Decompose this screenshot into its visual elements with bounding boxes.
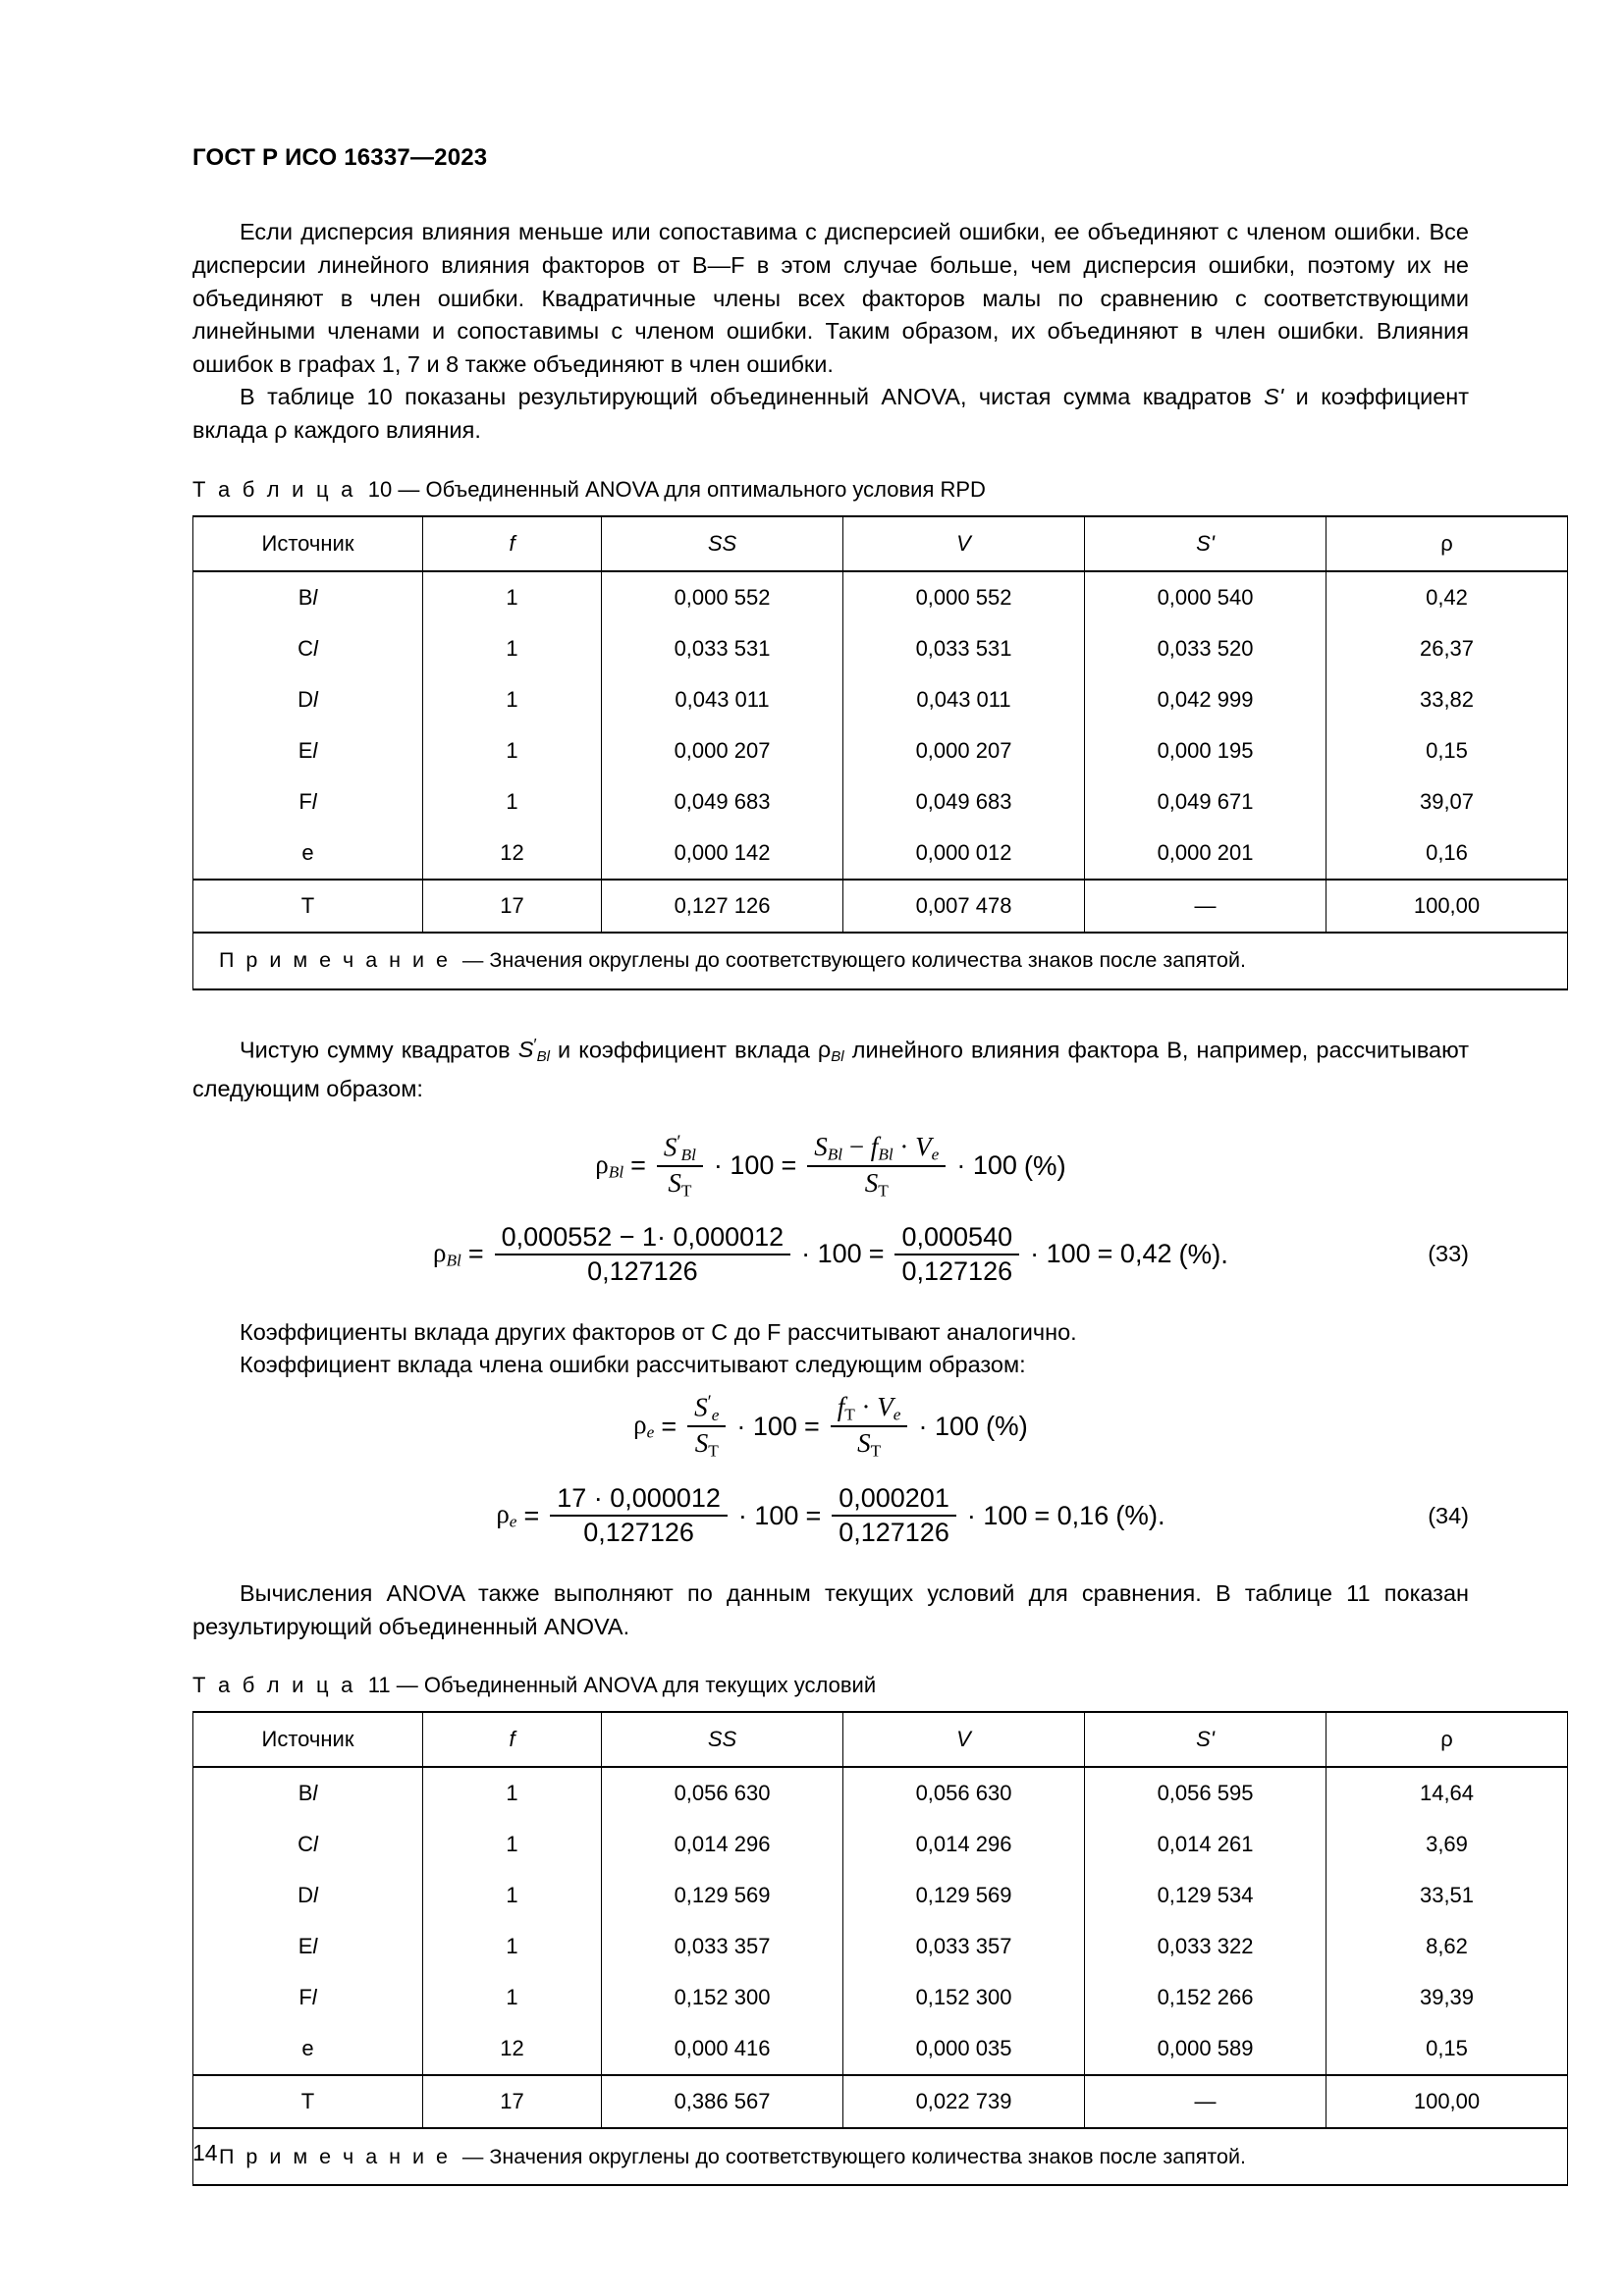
cell-s-prime: 0,033 520 bbox=[1085, 623, 1326, 674]
cell-v: 0,000 552 bbox=[843, 571, 1085, 623]
formula-33-fraction-1: $\frac{0,000552 - 1\cdot 0,000012}{0,127126}$ bbox=[495, 1221, 791, 1288]
table-10-header-row bbox=[193, 516, 1568, 571]
cell-f: 1 bbox=[423, 623, 602, 674]
cell-rho: 26,37 bbox=[1326, 623, 1568, 674]
cell-f: 12 bbox=[423, 2023, 602, 2075]
cell-source: Fl bbox=[193, 776, 423, 828]
cell-v: 0,007 478 bbox=[843, 880, 1085, 933]
paragraph-4: Коэффициенты вклада других факторов от C до F рассчитывают аналогично. bbox=[240, 1318, 1077, 1345]
formula-32-eq2: = bbox=[781, 1150, 797, 1181]
formula-33-eq1: = bbox=[467, 1239, 484, 1269]
formula-32-rho: ρ bbox=[595, 1149, 609, 1180]
cell-s-prime: 0,033 322 bbox=[1085, 1921, 1326, 1972]
table-11-note-row bbox=[193, 2128, 1568, 2185]
cell-v: 0,000 035 bbox=[843, 2023, 1085, 2075]
cell-v: 0,152 300 bbox=[843, 1972, 1085, 2023]
paragraph-3-text-b: и коэффициент вклада bbox=[549, 1036, 818, 1062]
table-10-col-f: f bbox=[423, 516, 602, 571]
table-10-note-row bbox=[193, 933, 1568, 989]
table-10-note bbox=[193, 933, 1568, 989]
table-11 bbox=[192, 1711, 1568, 2186]
formula-32-unit: (%) bbox=[1023, 1149, 1066, 1181]
cell-f: 1 bbox=[423, 571, 602, 623]
formula-rho-bl-definition bbox=[192, 1123, 1469, 1209]
table-10-caption bbox=[192, 477, 1469, 503]
cell-s-prime: 0,014 261 bbox=[1085, 1819, 1326, 1870]
cell-f: 1 bbox=[423, 1819, 602, 1870]
cell-v: 0,033 531 bbox=[843, 623, 1085, 674]
table-10-caption-text: Объединенный ANOVA для оптимального условия RPD bbox=[425, 476, 986, 502]
cell-ss: 0,033 531 bbox=[602, 623, 843, 674]
formula-34a-fraction-2: $\frac{f_T \cdot V_e}{S_T}$ bbox=[831, 1391, 908, 1462]
formula-34a-mul2: · 100 bbox=[918, 1411, 980, 1441]
table-11-caption-text: Объединенный ANOVA для текущих условий bbox=[423, 1673, 877, 1698]
table-10 bbox=[192, 515, 1568, 990]
paragraph-2-symbol: S' bbox=[1264, 384, 1284, 410]
cell-source: Bl bbox=[193, 1767, 423, 1819]
table-row bbox=[193, 2023, 1568, 2075]
formula-34-number: (34) bbox=[1428, 1502, 1469, 1528]
table-row bbox=[193, 776, 1568, 828]
paragraph-6-text-b: показан результирующий объединенный ANOVA. bbox=[192, 1580, 1470, 1639]
cell-v: 0,014 296 bbox=[843, 1819, 1085, 1870]
cell-ss: 0,033 357 bbox=[602, 1921, 843, 1972]
table-11-total-row bbox=[193, 2075, 1568, 2128]
table-11-col-f: f bbox=[423, 1712, 602, 1767]
table-11-note-label: П р и м е ч а н и е bbox=[219, 2144, 451, 2168]
paragraph-2 bbox=[192, 381, 1469, 447]
table-11-header-row bbox=[193, 1712, 1568, 1767]
paragraph-3-text-a: Чистую сумму квадратов bbox=[240, 1036, 518, 1062]
formula-34-mul2: · 100 bbox=[966, 1500, 1028, 1530]
cell-f: 1 bbox=[423, 776, 602, 828]
symbol-rho-bl: $\rho_{Bl}$ bbox=[817, 1036, 844, 1065]
table-row bbox=[193, 1972, 1568, 2023]
formula-34a-rho: ρ bbox=[633, 1410, 647, 1440]
cell-source: Dl bbox=[193, 1870, 423, 1921]
table-10-col-source: Источник bbox=[193, 516, 423, 571]
table-11-caption-label: Т а б л и ц а bbox=[192, 1673, 356, 1698]
cell-rho: 39,39 bbox=[1326, 1972, 1568, 2023]
formula-33 bbox=[192, 1209, 1469, 1300]
cell-f: 1 bbox=[423, 1767, 602, 1819]
formula-33-result: = 0,42 bbox=[1097, 1239, 1172, 1269]
table-10-total-row bbox=[193, 880, 1568, 933]
cell-ss: 0,152 300 bbox=[602, 1972, 843, 2023]
cell-ss: 0,000 207 bbox=[602, 725, 843, 776]
cell-f: 1 bbox=[423, 1972, 602, 2023]
table-row bbox=[193, 828, 1568, 880]
cell-source: Fl bbox=[193, 1972, 423, 2023]
cell-source: e bbox=[193, 828, 423, 880]
cell-s-prime: — bbox=[1085, 2075, 1326, 2128]
cell-rho: 100,00 bbox=[1326, 880, 1568, 933]
cell-source: Cl bbox=[193, 1819, 423, 1870]
cell-v: 0,000 012 bbox=[843, 828, 1085, 880]
cell-s-prime: 0,000 195 bbox=[1085, 725, 1326, 776]
cell-s-prime: 0,000 540 bbox=[1085, 571, 1326, 623]
cell-s-prime: 0,000 201 bbox=[1085, 828, 1326, 880]
cell-ss: 0,014 296 bbox=[602, 1819, 843, 1870]
paragraph-3 bbox=[192, 1030, 1469, 1106]
table-10-col-v: V bbox=[843, 516, 1085, 571]
table-10-col-s-prime: S' bbox=[1085, 516, 1326, 571]
formula-33-mul1: · 100 bbox=[801, 1239, 862, 1269]
cell-f: 1 bbox=[423, 674, 602, 725]
cell-source: El bbox=[193, 1921, 423, 1972]
formula-34a-eq1: = bbox=[661, 1411, 677, 1441]
cell-rho: 33,82 bbox=[1326, 674, 1568, 725]
cell-v: 0,056 630 bbox=[843, 1767, 1085, 1819]
formula-32-rho-sub: Bl bbox=[608, 1162, 624, 1182]
cell-ss: 0,000 416 bbox=[602, 2023, 843, 2075]
formula-33-rho: ρ bbox=[433, 1238, 447, 1268]
table-row bbox=[193, 1870, 1568, 1921]
table-10-note-text: — Значения округлены до соответствующего количества знаков после запятой. bbox=[461, 948, 1246, 973]
table-10-caption-number: 10 bbox=[367, 476, 393, 502]
cell-ss: 0,049 683 bbox=[602, 776, 843, 828]
table-row bbox=[193, 725, 1568, 776]
cell-rho: 39,07 bbox=[1326, 776, 1568, 828]
cell-f: 1 bbox=[423, 1921, 602, 1972]
cell-rho: 0,16 bbox=[1326, 828, 1568, 880]
formula-rho-e-definition bbox=[192, 1382, 1469, 1470]
cell-rho: 8,62 bbox=[1326, 1921, 1568, 1972]
table-11-note bbox=[193, 2128, 1568, 2185]
cell-v: 0,049 683 bbox=[843, 776, 1085, 828]
cell-s-prime: — bbox=[1085, 880, 1326, 933]
cell-v: 0,000 207 bbox=[843, 725, 1085, 776]
cell-ss: 0,000 552 bbox=[602, 571, 843, 623]
formula-34-rho: ρ bbox=[496, 1499, 510, 1529]
paragraph-3-text-c: линейного влияния фактора B, например, рассчитывают следующим образом: bbox=[192, 1036, 1469, 1102]
table-11-caption-number: 11 bbox=[367, 1673, 391, 1698]
formula-34a-fraction-1: $\frac{S'_e}{S_T}$ bbox=[687, 1391, 726, 1463]
cell-ss: 0,000 142 bbox=[602, 828, 843, 880]
table-10-col-ss: SS bbox=[602, 516, 843, 571]
cell-rho: 33,51 bbox=[1326, 1870, 1568, 1921]
formula-34a-rho-sub: e bbox=[646, 1422, 655, 1442]
formula-34-fraction-2: $\frac{0,000201}{0,127126}$ bbox=[832, 1482, 956, 1549]
formula-33-fraction-2: $\frac{0,000540}{0,127126}$ bbox=[894, 1221, 1019, 1288]
formula-34a-eq2: = bbox=[803, 1411, 820, 1441]
paragraph-5: Коэффициент вклада члена ошибки рассчитывают следующим образом: bbox=[240, 1352, 1026, 1378]
formula-34-fraction-1: $\frac{17 \cdot 0,000012}{0,127126}$ bbox=[550, 1482, 728, 1549]
paragraph-2-text-b: и коэффициент вклада ρ каждого влияния. bbox=[192, 384, 1469, 443]
cell-source: Dl bbox=[193, 674, 423, 725]
cell-ss: 0,127 126 bbox=[602, 880, 843, 933]
cell-s-prime: 0,049 671 bbox=[1085, 776, 1326, 828]
cell-f: 17 bbox=[423, 880, 602, 933]
table-row bbox=[193, 571, 1568, 623]
table-11-col-rho: ρ bbox=[1326, 1712, 1568, 1767]
cell-source: e bbox=[193, 2023, 423, 2075]
table-11-caption-dash: — bbox=[396, 1673, 418, 1698]
formula-34-mul1: · 100 bbox=[737, 1500, 799, 1530]
formula-34-result: = 0,16 bbox=[1034, 1500, 1110, 1530]
formula-34-eq1: = bbox=[523, 1500, 540, 1530]
table-10-caption-label: Т а б л и ц а bbox=[192, 476, 356, 502]
formula-34-eq2: = bbox=[805, 1500, 822, 1530]
formula-34a-mul1: · 100 bbox=[736, 1411, 797, 1441]
document-header: ГОСТ Р ИСО 16337—2023 bbox=[192, 144, 488, 171]
table-10-note-label: П р и м е ч а н и е bbox=[219, 948, 451, 973]
symbol-s-prime-bl: $S'_{Bl}$ bbox=[517, 1036, 550, 1065]
formula-33-rho-sub: Bl bbox=[446, 1251, 461, 1270]
paragraph-2-text-a: В таблице 10 показаны результирующий объединенный ANOVA, чистая сумма квадратов bbox=[240, 384, 1265, 410]
formula-32-fraction-1: $\frac{S'_{Bl}}{S_T}$ bbox=[657, 1131, 703, 1202]
formula-34 bbox=[192, 1470, 1469, 1561]
cell-source: Cl bbox=[193, 623, 423, 674]
cell-s-prime: 0,129 534 bbox=[1085, 1870, 1326, 1921]
cell-rho: 0,15 bbox=[1326, 725, 1568, 776]
formula-33-number: (33) bbox=[1428, 1241, 1469, 1267]
cell-rho: 100,00 bbox=[1326, 2075, 1568, 2128]
formula-32-eq1: = bbox=[630, 1150, 646, 1181]
table-11-col-source: Источник bbox=[193, 1712, 423, 1767]
formula-34a-unit: (%) bbox=[986, 1411, 1028, 1442]
table-row bbox=[193, 1921, 1568, 1972]
formula-33-mul2: · 100 bbox=[1030, 1239, 1091, 1269]
formula-32-mul1: · 100 bbox=[713, 1150, 775, 1181]
cell-rho: 3,69 bbox=[1326, 1819, 1568, 1870]
table-11-col-v: V bbox=[843, 1712, 1085, 1767]
table-11-col-ss: SS bbox=[602, 1712, 843, 1767]
page-content bbox=[192, 144, 1481, 2186]
cell-v: 0,022 739 bbox=[843, 2075, 1085, 2128]
formula-33-eq2: = bbox=[868, 1239, 885, 1269]
formula-34-unit: (%). bbox=[1115, 1500, 1165, 1531]
formula-32-fraction-2: $\frac{S_{Bl} - f_{Bl} \cdot V_e}{S_T}$ bbox=[807, 1131, 946, 1201]
cell-s-prime: 0,042 999 bbox=[1085, 674, 1326, 725]
cell-f: 1 bbox=[423, 725, 602, 776]
cell-source: El bbox=[193, 725, 423, 776]
cell-ss: 0,129 569 bbox=[602, 1870, 843, 1921]
cell-v: 0,043 011 bbox=[843, 674, 1085, 725]
cell-f: 1 bbox=[423, 1870, 602, 1921]
table-10-caption-dash: — bbox=[398, 476, 420, 502]
cell-ss: 0,056 630 bbox=[602, 1767, 843, 1819]
cell-f: 12 bbox=[423, 828, 602, 880]
table-row bbox=[193, 1767, 1568, 1819]
table-row bbox=[193, 674, 1568, 725]
cell-source: Bl bbox=[193, 571, 423, 623]
cell-f: 17 bbox=[423, 2075, 602, 2128]
cell-s-prime: 0,000 589 bbox=[1085, 2023, 1326, 2075]
cell-v: 0,033 357 bbox=[843, 1921, 1085, 1972]
paragraph-6 bbox=[192, 1577, 1469, 1643]
table-10-col-rho: ρ bbox=[1326, 516, 1568, 571]
cell-source: T bbox=[193, 880, 423, 933]
page-number: 14 bbox=[192, 2140, 218, 2165]
table-11-note-text: — Значения округлены до соответствующего количества знаков после запятой. bbox=[461, 2144, 1246, 2168]
table-row bbox=[193, 623, 1568, 674]
paragraph-6-text-a: Вычисления ANOVA также выполняют по данным текущих условий для сравнения. В таблице 11 bbox=[240, 1580, 1371, 1607]
table-row bbox=[193, 1819, 1568, 1870]
cell-s-prime: 0,056 595 bbox=[1085, 1767, 1326, 1819]
cell-ss: 0,386 567 bbox=[602, 2075, 843, 2128]
paragraph-1: Если дисперсия влияния меньше или сопоставима с дисперсией ошибки, ее объединяют с членом ошибки. Все дисперсии линейного влияния факторов от B—F в этом случае больше, чем дисперсия ошибки, поэтому их не объединяют в член ошибки. Квадратичные члены всех факторов малы по сравнению с соответствующими линейными членами и сопоставимы с членом ошибки. Таким образом, их объединяют в член ошибки. Влияния ошибок в графах 1, 7 и 8 также объединяют в член ошибки. bbox=[192, 219, 1469, 377]
cell-s-prime: 0,152 266 bbox=[1085, 1972, 1326, 2023]
cell-rho: 0,15 bbox=[1326, 2023, 1568, 2075]
formula-34-rho-sub: e bbox=[509, 1512, 517, 1531]
table-11-caption bbox=[192, 1673, 1469, 1698]
cell-rho: 0,42 bbox=[1326, 571, 1568, 623]
cell-v: 0,129 569 bbox=[843, 1870, 1085, 1921]
formula-32-mul2: · 100 bbox=[956, 1150, 1017, 1181]
cell-ss: 0,043 011 bbox=[602, 674, 843, 725]
formula-33-unit: (%). bbox=[1178, 1238, 1228, 1269]
cell-source: T bbox=[193, 2075, 423, 2128]
table-11-col-s-prime: S' bbox=[1085, 1712, 1326, 1767]
cell-rho: 14,64 bbox=[1326, 1767, 1568, 1819]
